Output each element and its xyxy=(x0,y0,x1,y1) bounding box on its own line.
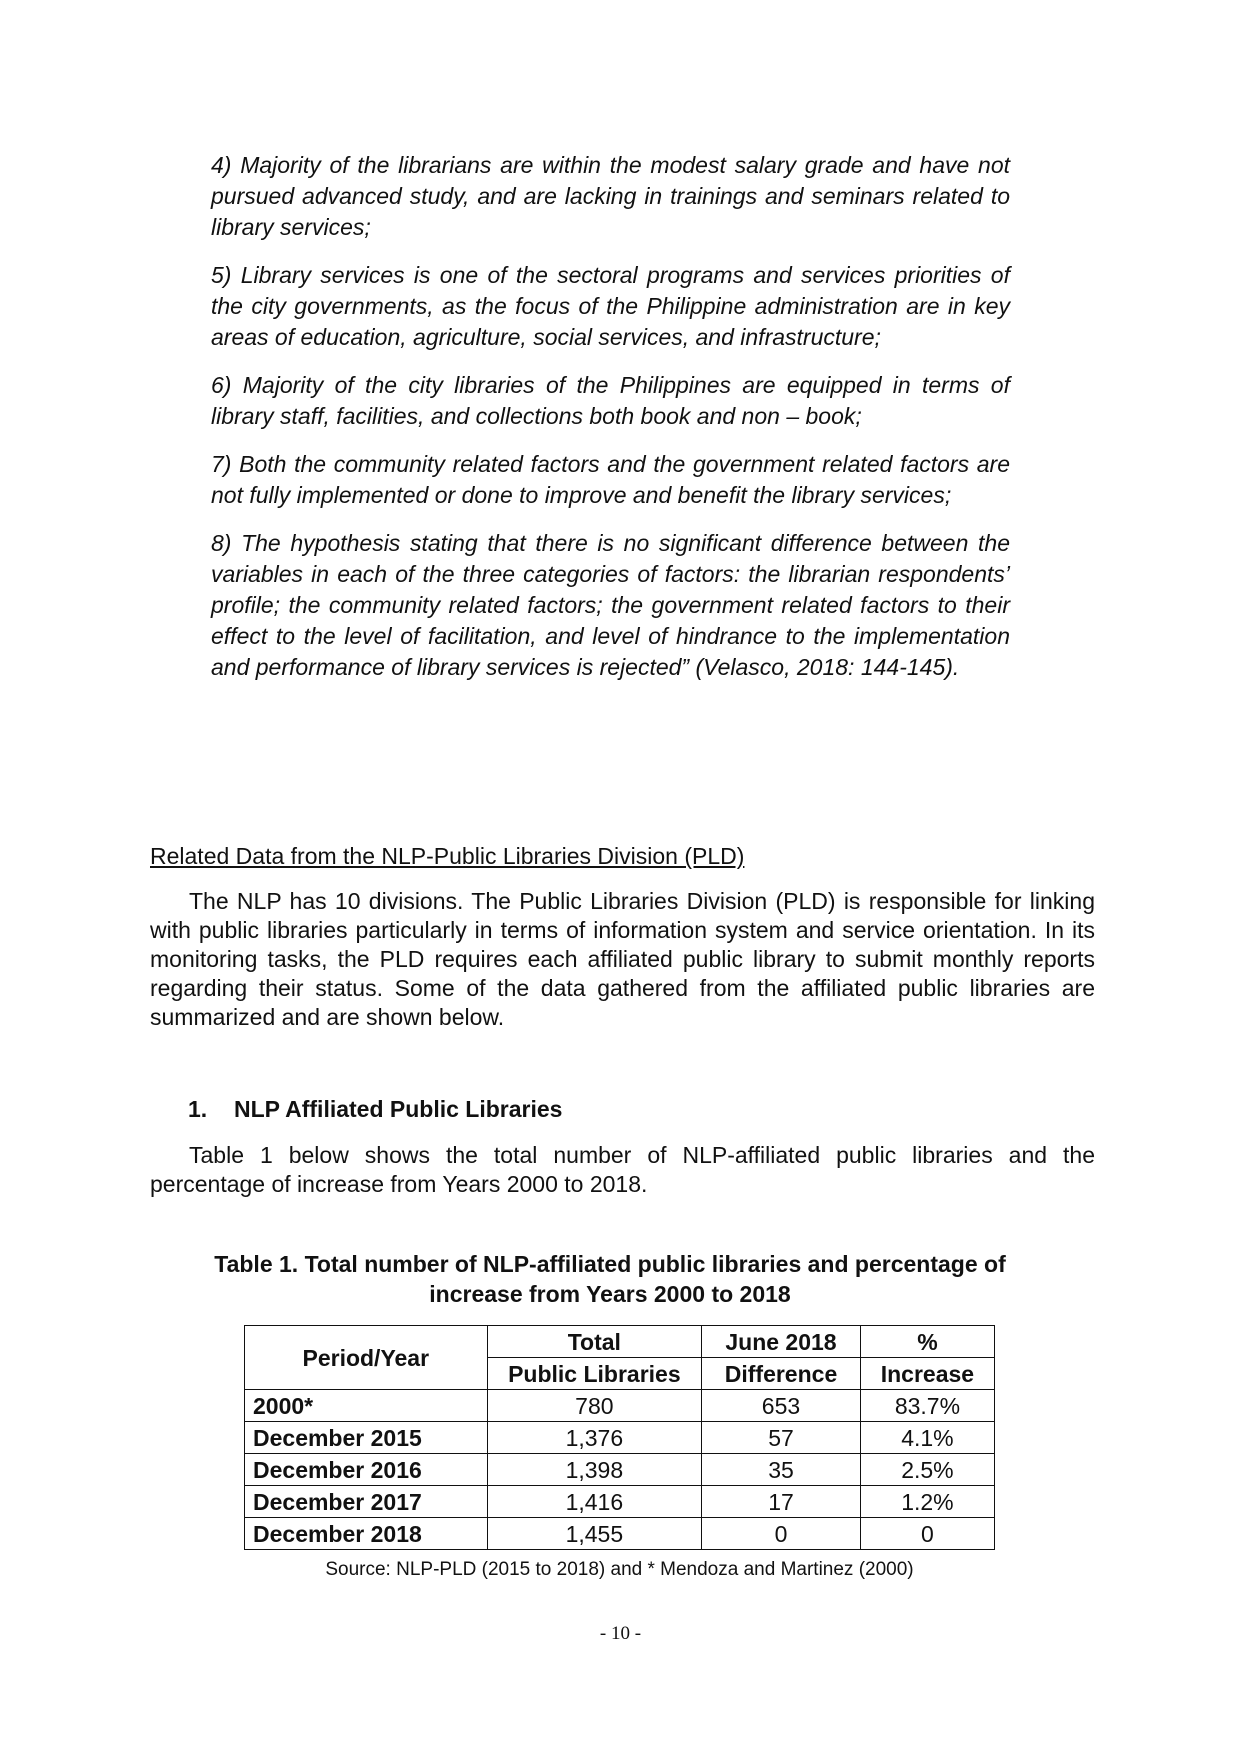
cell-total: 1,398 xyxy=(487,1454,702,1486)
cell-total: 1,455 xyxy=(487,1518,702,1550)
cell-total: 780 xyxy=(487,1390,702,1422)
finding-item: 4) Majority of the librarians are within the modest salary grade and have not pursued advanced study, and are lacking in trainings and seminars related to library services; xyxy=(211,152,1010,240)
finding-item: 8) The hypothesis stating that there is no significant difference between the variables in each of the three categories of factors: the librarian respondents’ profile; the community related factors; the government related factors to their effect to the level of facilitation, and level of hindrance to the implementation and performance of library services is rejected” (Velasco, 2018: 144-145). xyxy=(211,530,1010,680)
subsection-number: 1. xyxy=(188,1096,208,1122)
cell-difference: 57 xyxy=(702,1422,861,1454)
section-heading: Related Data from the NLP-Public Libraries Division (PLD) xyxy=(150,843,745,869)
finding-item: 6) Majority of the city libraries of the Philippines are equipped in terms of library staff, facilities, and collections both book and non – book; xyxy=(211,372,1010,429)
table-caption-line2: increase from Years 2000 to 2018 xyxy=(429,1281,791,1307)
cell-increase: 1.2% xyxy=(860,1486,994,1518)
cell-difference: 35 xyxy=(702,1454,861,1486)
cell-increase: 2.5% xyxy=(860,1454,994,1486)
cell-total: 1,416 xyxy=(487,1486,702,1518)
cell-difference: 653 xyxy=(702,1390,861,1422)
table-row xyxy=(245,1422,995,1454)
cell-increase: 4.1% xyxy=(860,1422,994,1454)
cell-increase: 0 xyxy=(860,1518,994,1550)
finding-item: 5) Library services is one of the sectoral programs and services priorities of the city governments, as the focus of the Philippine administration are in key areas of education, agriculture, social services, and infrastructure; xyxy=(211,262,1010,350)
table-row xyxy=(245,1518,995,1550)
subsection-title: NLP Affiliated Public Libraries xyxy=(234,1096,563,1122)
page-number: - 10 - xyxy=(599,1623,642,1644)
table-row xyxy=(245,1454,995,1486)
cell-difference: 17 xyxy=(702,1486,861,1518)
header-diff-top: June 2018 xyxy=(702,1326,861,1358)
table-caption xyxy=(170,1249,1050,1309)
cell-period: December 2016 xyxy=(245,1454,488,1486)
libraries-table xyxy=(244,1325,995,1550)
cell-period: December 2017 xyxy=(245,1486,488,1518)
cell-period: December 2018 xyxy=(245,1518,488,1550)
subsection-heading xyxy=(188,1096,562,1123)
table-caption-line1: Table 1. Total number of NLP-affiliated public libraries and percentage of xyxy=(214,1251,1006,1277)
cell-increase: 83.7% xyxy=(860,1390,994,1422)
header-diff-bottom: Difference xyxy=(702,1358,861,1390)
finding-item: 7) Both the community related factors and the government related factors are not fully implemented or done to improve and benefit the library services; xyxy=(211,451,1010,508)
subsection-paragraph: Table 1 below shows the total number of NLP-affiliated public libraries and the percentage of increase from Years 2000 to 2018. xyxy=(150,1142,1095,1197)
header-period: Period/Year xyxy=(245,1326,488,1390)
header-total-top: Total xyxy=(487,1326,702,1358)
table-row xyxy=(245,1486,995,1518)
findings-list xyxy=(211,150,1010,700)
section-paragraph: The NLP has 10 divisions. The Public Libraries Division (PLD) is responsible for linking with public libraries particularly in terms of information system and service orientation. In its monitoring tasks, the PLD requires each affiliated public library to submit monthly reports regarding their status. Some of the data gathered from the affiliated public libraries are summarized and are shown below. xyxy=(150,888,1095,1030)
header-pct-bottom: Increase xyxy=(860,1358,994,1390)
table-row xyxy=(245,1390,995,1422)
cell-difference: 0 xyxy=(702,1518,861,1550)
header-pct-top: % xyxy=(860,1326,994,1358)
table-source: Source: NLP-PLD (2015 to 2018) and * Mendoza and Martinez (2000) xyxy=(325,1559,914,1580)
cell-period: December 2015 xyxy=(245,1422,488,1454)
header-total-bottom: Public Libraries xyxy=(487,1358,702,1390)
cell-total: 1,376 xyxy=(487,1422,702,1454)
table-header-row xyxy=(245,1326,995,1358)
cell-period: 2000* xyxy=(245,1390,488,1422)
